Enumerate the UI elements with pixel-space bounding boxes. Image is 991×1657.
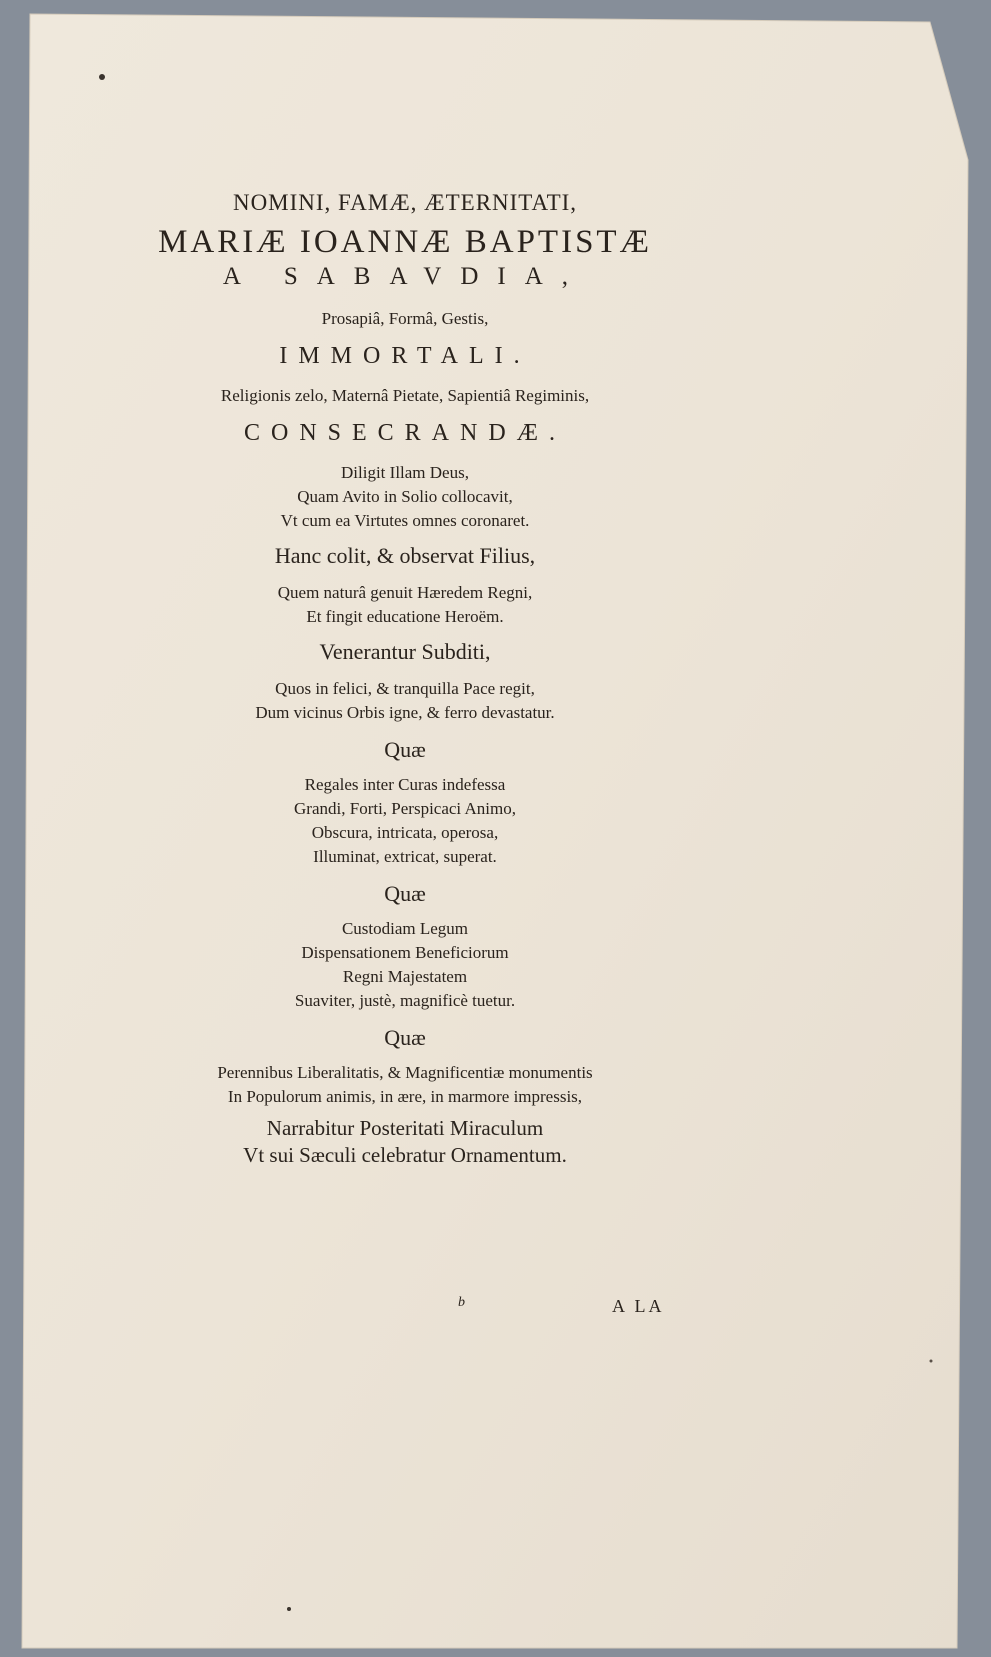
verse-line: Obscura, intricata, operosa,: [311, 823, 499, 842]
verse-line: Regni Majestatem: [342, 967, 468, 986]
line-prosapia: Prosapiâ, Formâ, Gestis,: [321, 309, 489, 328]
verse-line: Dum vicinus Orbis igne, & ferro devastatur.: [255, 703, 555, 722]
verse-line: Dispensationem Beneficiorum: [301, 943, 509, 962]
verse-line: Quam Avito in Solio collocavit,: [297, 487, 513, 506]
immortali-line: IMMORTALI.: [279, 343, 531, 369]
verse-line: Suaviter, justè, magnificè tuetur.: [294, 991, 516, 1010]
verse-line: Vt cum ea Virtutes omnes coronaret.: [280, 511, 530, 530]
venerantur-line: Venerantur Subditi,: [319, 639, 491, 664]
house-name: A SABAVDIA,: [222, 263, 588, 290]
quae-heading: Quæ: [384, 1025, 426, 1050]
line-religionis: Religionis zelo, Maternâ Pietate, Sapientiâ Regiminis,: [220, 386, 590, 405]
hanc-colit-line: Hanc colit, & observat Filius,: [274, 543, 536, 568]
closing-line: Vt sui Sæculi celebratur Ornamentum.: [243, 1143, 567, 1167]
verse-line: Quos in felici, & tranquilla Pace regit,: [275, 679, 535, 698]
dedication-text: [120, 190, 690, 1169]
verse-line: Regales inter Curas indefessa: [304, 775, 506, 794]
dedicatee-name: MARIÆ IOANNÆ BAPTISTÆ: [158, 224, 652, 260]
quae-heading: Quæ: [384, 881, 426, 906]
catchword: A LA: [612, 1296, 665, 1316]
verse-line: Grandi, Forti, Perspicaci Animo,: [294, 799, 516, 818]
verse-line: Quem naturâ genuit Hæredem Regni,: [277, 583, 533, 602]
heading: NOMINI, FAMÆ, ÆTERNITATI,: [232, 190, 578, 215]
closing-line: Narrabitur Posteritati Miraculum: [266, 1116, 544, 1140]
verse-line: Diligit Illam Deus,: [341, 463, 469, 482]
consecrandae-line: CONSECRANDÆ.: [243, 420, 567, 446]
verse-line: Et fingit educatione Heroëm.: [306, 607, 504, 626]
verse-line: In Populorum animis, in ære, in marmore impressis,: [227, 1087, 583, 1106]
verse-line: Custodiam Legum: [341, 919, 469, 938]
quae-heading: Quæ: [384, 737, 426, 762]
signature-mark: b: [458, 1295, 465, 1310]
verse-line: Illuminat, extricat, superat.: [313, 847, 497, 866]
verse-line: Perennibus Liberalitatis, & Magnificentiæ monumentis: [217, 1063, 593, 1082]
